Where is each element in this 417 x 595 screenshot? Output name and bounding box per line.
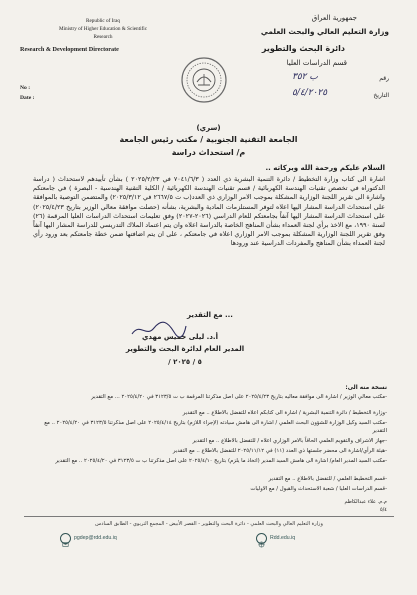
ar-ref-label: رقم [379,75,389,82]
copy-item: -قسم التخطيط العلمي / للتفضل بالاطلاع .. مع التقدير [268,476,387,482]
greeting: السلام عليكم ورحمة الله وبركاته .. [265,164,385,172]
ar-directorate: دائرة البحث والتطوير [261,44,345,53]
ar-date-label: التاريخ [373,92,389,99]
email-icon [60,533,71,544]
globe-icon [256,533,267,544]
ar-ministry: وزارة التعليم العالي والبحث العلمي [260,27,389,36]
handwritten-date: ٥/٤/٢٠٢٥ [292,88,328,98]
copy-item: -مكتب السيد المدير العام/ اشارة الى هامش السيد المدير (اتخاذ ما يلزم) بتاريخ ٢٠٢٥/٤/١٠ على اصل مذكرتنا ب ت ٣١٢٣/٥ في ٢٠٢٥/٤/٢٠ .. مع التقدير [55,458,387,464]
en-research: Research [93,34,113,40]
footer-website[interactable]: Rdd.edu.iq [270,535,296,541]
copies-heading: نسخة منه الى: [345,385,387,391]
ministry-seal-emblem [180,56,228,104]
letter-body: اشارة الى كتاب وزارة التخطيط / دائرة التنمية البشرية ذي العدد ( ٧٠٤١/٦/٣ في ٢٠٢٥/٢/٢٣ ) بشأن تأييدهم لاستحداث ( دراسة الدكتوراه في تخصص تقنيات الهندسة الكهربائية / قسم تقنيات الهندسة الكهربائية / الكلية التقنية الهندسية - البصرة ) في جامعتكم واشارة الى تقرير اللجنة الوزارية المشكلة بموجب الامر الوزاري ذي العدد(ب ت ٢٦٦٧/٥ في ٢٠٢٥/٣/١٢) والمتضمن التوصية بالموافقة على استحداث الدراسة المشار اليها اعلاه لتوفر المستلزمات المادية والبشرية، بشأنه (حصلت موافقة معالي الوزير بتاريخ ٢٠٢٥/٤/٢٣) على استحداث الدراسة المشار اليها آنفاً بجامعتكم للعام الدراسي (٢٠٢٦-٢٠٢٧) وفق تعليمات استحداث الدراسات العليا المرقمة (٢٦) لسنة ١٩٩٠، مع الاخذ برأي لجنة العمداء بشأن المناهج الخاصة بالدراسة اعلاه وان يتم اعتماد الملاك التدريسي للدراسة المشار اليها آنفاً وفق تقرير اللجنة الوزارية المشكلة بموجب الامر الوزاري اعلاه في جامعتكم ، على ان يتم اضافتها ضمن خطة جامعتكم بعد ورود رأي لجنة العمداء بشأن المناهج والمفردات الدراسية عند ورودها [33,175,386,248]
ar-department: قسم الدراسات العليا [286,59,347,67]
copy-item: -مكتب السيد وكيل الوزارة للشؤون البحث العلمي / اشارة الى هامش سيادته (لإجراء اللازم) بتاريخ ٢٠٢٥/٤/١٤ على اصل مذكرتنا ٣١٢٣/٥ في ٢٠٢٥/٤/٢٠ .. مع التقدير [44,420,387,434]
closing: ... مع التقدير [187,311,233,319]
en-directorate: Research & Development Directorate [20,46,119,53]
subject-line: م/ استحداث دراسة [171,148,246,157]
footer-address: وزارة التعليم العالي والبحث العلمي - دائرة البحث والتطوير - القصر الأبيض - المجمع التربوي - الطابق السادس [95,521,323,527]
copy-item: -جهاز الاشراف والتقويم العلمي الحاقاً بالامر الوزاري اعلاه / للتفضل بالاطلاع .. مع التقدير [192,438,387,444]
addressee: الجامعة التقنية الجنوبية / مكتب رئيس الجامعة [119,135,298,144]
copy-item: -هيئة الرأي/اشارة الى محضر جلستها ذي العدد (١١) في ٢٠٢٥/١١/١٢ للتفضل بالاطلاع .. مع التقدير [172,448,387,454]
signer-name: أ.د. ليلى خميس مهدي [142,333,218,341]
en-ministry: Ministry of Higher Education & Scientific [58,26,148,32]
signer-date: / ٥ / ٢٠٢٥ [168,358,202,366]
copy-item: -مكتب معالي الوزير / اشارة الى موافقة معاليه بتاريخ ٢٠٢٥/٤/٢٣ على اصل مذكرتنا المرقمة ب ت ٣١٢٣/٥ في ٢٠٢٥/٤/٢٠ ... مع التقدير [91,394,387,400]
signer-title: المدير العام لدائرة البحث والتطوير [125,345,245,353]
footer-divider [24,516,394,517]
author-note: م.م. علاء عبدالكاظم [344,499,387,505]
en-date-label: Date : [20,95,35,101]
footer-email[interactable]: pgdep@rdd.edu.iq [74,535,117,541]
page-ref: ٥/٤ [379,507,387,513]
handwritten-ref-number: ب ٣٥٢ [292,72,318,82]
ar-republic: جمهورية العراق [311,14,357,22]
copy-item: -قسم الدراسات العليا / شعبة الاستحداث والقبول / مع الاوليات [250,486,387,492]
copy-item: -وزارة التخطيط / دائرة التنمية البشرية / اشارة الى كتابكم اعلاه للتفضل بالاطلاع .. مع التقدير [182,410,387,416]
en-no-label: No : [20,85,31,91]
en-republic: Republic of Iraq [86,18,120,24]
classification: (سري) [196,124,221,132]
